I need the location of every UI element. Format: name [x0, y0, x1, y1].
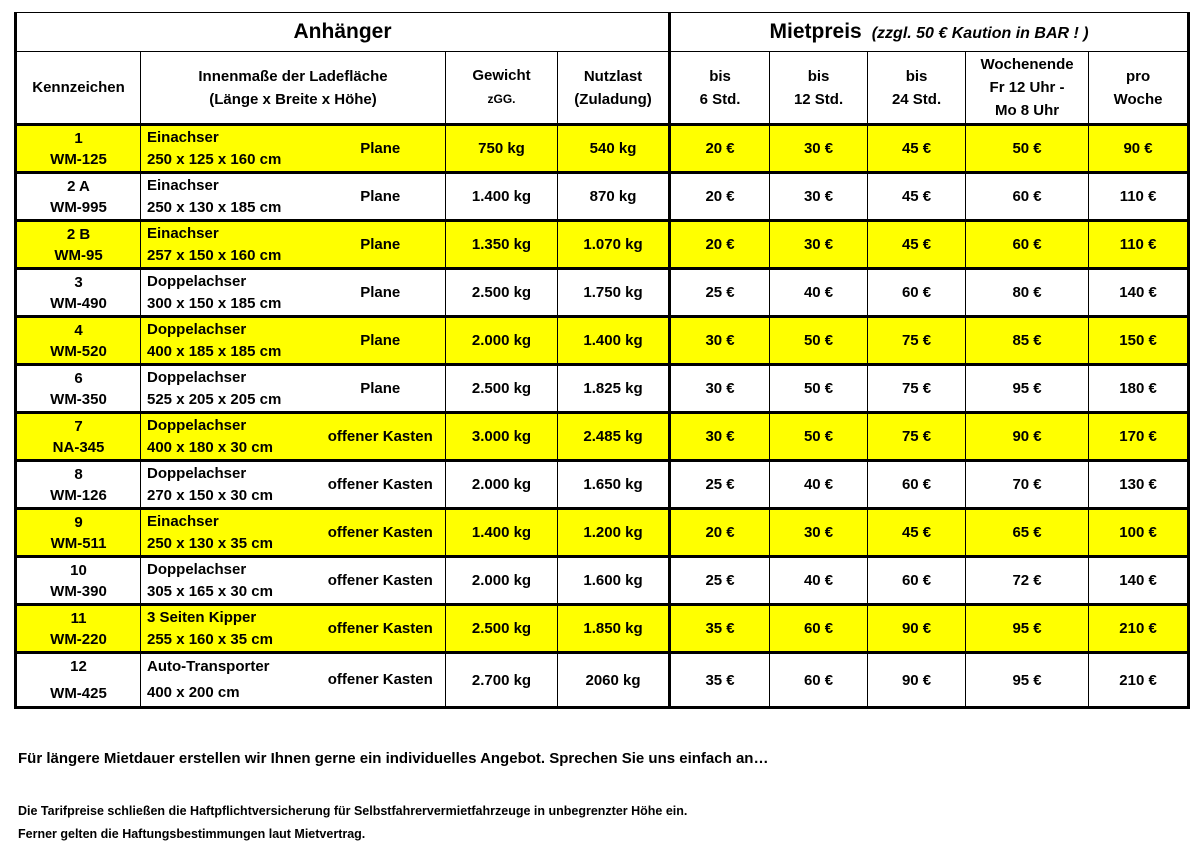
cell-price-weekend: 60 € [966, 173, 1089, 221]
license-plate: WM-995 [50, 198, 107, 216]
cell-price-12h: 30 € [770, 221, 868, 269]
col-kennzeichen [16, 52, 141, 125]
trailer-body: Plane [360, 283, 401, 301]
cell-nutzlast: 1.750 kg [558, 269, 670, 317]
trailer-body: offener Kasten [327, 523, 433, 541]
trailer-body: offener Kasten [327, 571, 433, 589]
cell-price-6h: 25 € [670, 557, 770, 605]
trailer-dimensions: 250 x 130 x 35 cm [147, 534, 273, 552]
cell-price-weekend: 85 € [966, 317, 1089, 365]
mietpreis-title: Mietpreis [769, 20, 862, 43]
trailer-number: 1 [74, 129, 83, 147]
group-header-mietpreis [670, 13, 1189, 52]
trailer-type: Doppelachser [147, 464, 247, 482]
cell-gewicht: 2.000 kg [446, 461, 558, 509]
trailer-number: 8 [74, 465, 83, 483]
cell-price-6h: 30 € [670, 365, 770, 413]
cell-gewicht: 1.400 kg [446, 509, 558, 557]
license-plate: WM-220 [50, 630, 107, 648]
cell-typ-masse [141, 557, 316, 605]
cell-price-weekend: 50 € [966, 125, 1089, 173]
cell-price-24h: 45 € [868, 125, 966, 173]
cell-aufbau [316, 269, 446, 317]
cell-price-weekend: 80 € [966, 269, 1089, 317]
cell-price-6h: 20 € [670, 509, 770, 557]
license-plate: WM-511 [50, 534, 107, 552]
trailer-type: 3 Seiten Kipper [147, 608, 257, 626]
cell-price-24h: 60 € [868, 269, 966, 317]
col-bis-12-std [770, 52, 868, 125]
cell-price-24h: 75 € [868, 365, 966, 413]
col-wochenende [966, 52, 1089, 125]
cell-nutzlast: 540 kg [558, 125, 670, 173]
cell-price-week: 140 € [1089, 269, 1189, 317]
cell-price-6h: 35 € [670, 653, 770, 708]
license-plate: WM-126 [50, 486, 107, 504]
cell-price-24h: 90 € [868, 605, 966, 653]
license-plate: WM-125 [50, 150, 107, 168]
cell-price-24h: 60 € [868, 461, 966, 509]
cell-nutzlast: 1.070 kg [558, 221, 670, 269]
trailer-type: Doppelachser [147, 320, 247, 338]
cell-aufbau [316, 605, 446, 653]
col-gewicht [446, 52, 558, 125]
cell-price-6h: 25 € [670, 461, 770, 509]
cell-kennzeichen [16, 269, 141, 317]
col-innenmasse-line1: Innenmaße der Ladefläche [198, 67, 388, 85]
cell-gewicht: 1.400 kg [446, 173, 558, 221]
col-p24-line2: 24 Std. [891, 90, 942, 108]
cell-price-24h: 45 € [868, 509, 966, 557]
cell-price-6h: 30 € [670, 413, 770, 461]
trailer-type: Einachser [147, 128, 219, 146]
cell-gewicht: 2.000 kg [446, 557, 558, 605]
cell-aufbau [316, 317, 446, 365]
license-plate: WM-425 [50, 685, 107, 702]
cell-nutzlast: 2.485 kg [558, 413, 670, 461]
cell-price-12h: 30 € [770, 509, 868, 557]
trailer-number: 6 [74, 369, 83, 387]
cell-nutzlast: 870 kg [558, 173, 670, 221]
col-p12-line2: 12 Std. [793, 90, 844, 108]
cell-kennzeichen [16, 557, 141, 605]
cell-gewicht: 2.500 kg [446, 269, 558, 317]
cell-aufbau [316, 221, 446, 269]
trailer-number: 2 A [67, 177, 90, 195]
cell-price-6h: 20 € [670, 125, 770, 173]
cell-typ-masse [141, 365, 316, 413]
table-row [16, 605, 1189, 653]
cell-aufbau [316, 557, 446, 605]
table-row [16, 461, 1189, 509]
trailer-body: Plane [360, 187, 401, 205]
cell-price-weekend: 95 € [966, 653, 1089, 708]
col-p6-line1: bis [709, 67, 731, 85]
license-plate: WM-95 [54, 246, 103, 264]
cell-price-week: 110 € [1089, 173, 1189, 221]
cell-kennzeichen [16, 173, 141, 221]
license-plate: WM-390 [50, 582, 107, 600]
license-plate: NA-345 [52, 438, 105, 456]
cell-price-12h: 50 € [770, 413, 868, 461]
cell-gewicht: 3.000 kg [446, 413, 558, 461]
cell-gewicht: 750 kg [446, 125, 558, 173]
cell-price-week: 170 € [1089, 413, 1189, 461]
cell-gewicht: 2.500 kg [446, 365, 558, 413]
cell-price-6h: 20 € [670, 221, 770, 269]
cell-price-weekend: 95 € [966, 365, 1089, 413]
cell-typ-masse [141, 413, 316, 461]
trailer-type: Einachser [147, 176, 219, 194]
trailer-number: 11 [70, 609, 87, 627]
trailer-dimensions: 250 x 130 x 185 cm [147, 198, 282, 216]
table-group-header [16, 13, 1189, 52]
trailer-number: 10 [70, 561, 87, 579]
cell-price-12h: 40 € [770, 461, 868, 509]
cell-typ-masse [141, 317, 316, 365]
col-gewicht-line2: zGG. [487, 92, 516, 106]
trailer-type: Doppelachser [147, 416, 247, 434]
trailer-number: 2 B [66, 225, 91, 243]
cell-nutzlast: 1.600 kg [558, 557, 670, 605]
trailer-number: 12 [70, 658, 87, 675]
trailer-dimensions: 270 x 150 x 30 cm [147, 486, 273, 504]
cell-price-12h: 40 € [770, 557, 868, 605]
table-row [16, 269, 1189, 317]
cell-price-weekend: 65 € [966, 509, 1089, 557]
cell-gewicht: 2.500 kg [446, 605, 558, 653]
cell-kennzeichen [16, 221, 141, 269]
trailer-dimensions: 257 x 150 x 160 cm [147, 246, 282, 264]
table-row [16, 653, 1189, 708]
cell-aufbau [316, 653, 446, 708]
table-row [16, 365, 1189, 413]
trailer-dimensions: 300 x 150 x 185 cm [147, 294, 282, 312]
cell-price-6h: 30 € [670, 317, 770, 365]
license-plate: WM-350 [50, 390, 107, 408]
cell-price-12h: 60 € [770, 605, 868, 653]
cell-price-24h: 75 € [868, 413, 966, 461]
table-row [16, 125, 1189, 173]
cell-price-week: 90 € [1089, 125, 1189, 173]
col-woche-line1: pro [1125, 67, 1151, 85]
trailer-type: Doppelachser [147, 368, 247, 386]
trailer-body: Plane [360, 379, 401, 397]
footer-versicherung-note: Die Tarifpreise schließen die Haftpflichtversicherung für Selbstfahrervermietfahrzeuge in unbegrenzter Höhe ein. [18, 804, 688, 818]
cell-price-week: 210 € [1089, 605, 1189, 653]
license-plate: WM-520 [50, 342, 107, 360]
cell-price-24h: 45 € [868, 221, 966, 269]
cell-nutzlast: 1.650 kg [558, 461, 670, 509]
cell-nutzlast: 1.400 kg [558, 317, 670, 365]
cell-aufbau [316, 125, 446, 173]
table-row [16, 413, 1189, 461]
cell-kennzeichen [16, 317, 141, 365]
cell-nutzlast: 2060 kg [558, 653, 670, 708]
cell-price-weekend: 72 € [966, 557, 1089, 605]
col-innenmasse [141, 52, 446, 125]
cell-price-24h: 90 € [868, 653, 966, 708]
trailer-dimensions: 400 x 185 x 185 cm [147, 342, 282, 360]
col-nutzlast [558, 52, 670, 125]
trailer-type: Auto-Transporter [147, 658, 270, 675]
col-bis-24-std [868, 52, 966, 125]
trailer-type: Einachser [147, 224, 219, 242]
trailer-dimensions: 400 x 200 cm [147, 684, 240, 701]
cell-kennzeichen [16, 365, 141, 413]
cell-aufbau [316, 509, 446, 557]
trailer-body: offener Kasten [327, 475, 433, 493]
cell-nutzlast: 1.825 kg [558, 365, 670, 413]
cell-price-weekend: 70 € [966, 461, 1089, 509]
trailer-body: Plane [360, 139, 401, 157]
cell-price-6h: 20 € [670, 173, 770, 221]
cell-price-week: 150 € [1089, 317, 1189, 365]
license-plate: WM-490 [50, 294, 107, 312]
trailer-body: offener Kasten [327, 619, 433, 637]
cell-gewicht: 2.700 kg [446, 653, 558, 708]
trailer-number: 4 [74, 321, 83, 339]
trailer-number: 9 [74, 513, 83, 531]
col-bis-6-std [670, 52, 770, 125]
trailer-body: offener Kasten [327, 427, 433, 445]
col-nutzlast-line1: Nutzlast [583, 67, 643, 85]
col-kennzeichen-label: Kennzeichen [32, 79, 125, 96]
cell-price-12h: 30 € [770, 173, 868, 221]
cell-price-week: 140 € [1089, 557, 1189, 605]
trailer-dimensions: 255 x 160 x 35 cm [147, 630, 273, 648]
table-row [16, 317, 1189, 365]
trailer-body: Plane [360, 331, 401, 349]
trailer-number: 7 [74, 417, 83, 435]
trailer-dimensions: 250 x 125 x 160 cm [147, 150, 282, 168]
trailer-dimensions: 400 x 180 x 30 cm [147, 438, 273, 456]
cell-price-week: 110 € [1089, 221, 1189, 269]
cell-typ-masse [141, 125, 316, 173]
cell-typ-masse [141, 605, 316, 653]
cell-typ-masse [141, 221, 316, 269]
cell-price-weekend: 60 € [966, 221, 1089, 269]
cell-typ-masse [141, 509, 316, 557]
cell-nutzlast: 1.850 kg [558, 605, 670, 653]
anhaenger-title: Anhänger [293, 20, 392, 43]
cell-price-6h: 35 € [670, 605, 770, 653]
group-header-anhaenger [16, 13, 670, 52]
col-we-line2: Fr 12 Uhr - [989, 79, 1065, 96]
cell-price-12h: 50 € [770, 317, 868, 365]
price-table [14, 12, 1190, 709]
cell-price-24h: 60 € [868, 557, 966, 605]
col-p6-line2: 6 Std. [699, 90, 741, 108]
cell-price-24h: 45 € [868, 173, 966, 221]
col-p24-line1: bis [905, 67, 928, 85]
cell-kennzeichen [16, 461, 141, 509]
cell-nutzlast: 1.200 kg [558, 509, 670, 557]
cell-aufbau [316, 413, 446, 461]
trailer-dimensions: 525 x 205 x 205 cm [147, 390, 282, 408]
col-we-line1: Wochenende [980, 56, 1074, 73]
col-we-line3: Mo 8 Uhr [994, 102, 1060, 119]
cell-price-24h: 75 € [868, 317, 966, 365]
cell-price-weekend: 90 € [966, 413, 1089, 461]
cell-price-week: 210 € [1089, 653, 1189, 708]
trailer-body: Plane [360, 235, 401, 253]
cell-typ-masse [141, 461, 316, 509]
trailer-dimensions: 305 x 165 x 30 cm [147, 582, 273, 600]
cell-price-week: 180 € [1089, 365, 1189, 413]
col-woche-line2: Woche [1113, 90, 1163, 108]
col-nutzlast-line2: (Zuladung) [574, 90, 652, 108]
col-gewicht-line1: Gewicht [472, 67, 531, 84]
table-row [16, 173, 1189, 221]
cell-gewicht: 2.000 kg [446, 317, 558, 365]
cell-price-week: 100 € [1089, 509, 1189, 557]
cell-price-6h: 25 € [670, 269, 770, 317]
cell-price-12h: 60 € [770, 653, 868, 708]
cell-price-weekend: 95 € [966, 605, 1089, 653]
cell-aufbau [316, 173, 446, 221]
cell-price-12h: 30 € [770, 125, 868, 173]
table-row [16, 557, 1189, 605]
table-row [16, 221, 1189, 269]
cell-kennzeichen [16, 509, 141, 557]
trailer-number: 3 [74, 273, 83, 291]
cell-typ-masse [141, 269, 316, 317]
cell-kennzeichen [16, 653, 141, 708]
footer-angebot-note: Für längere Mietdauer erstellen wir Ihnen gerne ein individuelles Angebot. Sprechen Sie uns einfach an… [18, 750, 769, 767]
cell-kennzeichen [16, 605, 141, 653]
trailer-type: Einachser [147, 512, 219, 530]
cell-kennzeichen [16, 125, 141, 173]
table-row [16, 509, 1189, 557]
trailer-body: offener Kasten [327, 671, 433, 688]
footer-haftung-note: Ferner gelten die Haftungsbestimmungen laut Mietvertrag. [18, 827, 366, 841]
kaution-note: (zzgl. 50 € Kaution in BAR ! ) [871, 25, 1089, 42]
cell-price-week: 130 € [1089, 461, 1189, 509]
cell-price-12h: 40 € [770, 269, 868, 317]
col-p12-line1: bis [807, 67, 830, 85]
cell-gewicht: 1.350 kg [446, 221, 558, 269]
trailer-type: Doppelachser [147, 272, 247, 290]
col-pro-woche [1089, 52, 1189, 125]
cell-aufbau [316, 365, 446, 413]
cell-typ-masse [141, 653, 316, 708]
table-column-header [16, 52, 1189, 125]
cell-price-12h: 50 € [770, 365, 868, 413]
col-innenmasse-line2: (Länge x Breite x Höhe) [209, 90, 377, 108]
cell-aufbau [316, 461, 446, 509]
cell-kennzeichen [16, 413, 141, 461]
trailer-type: Doppelachser [147, 560, 247, 578]
cell-typ-masse [141, 173, 316, 221]
